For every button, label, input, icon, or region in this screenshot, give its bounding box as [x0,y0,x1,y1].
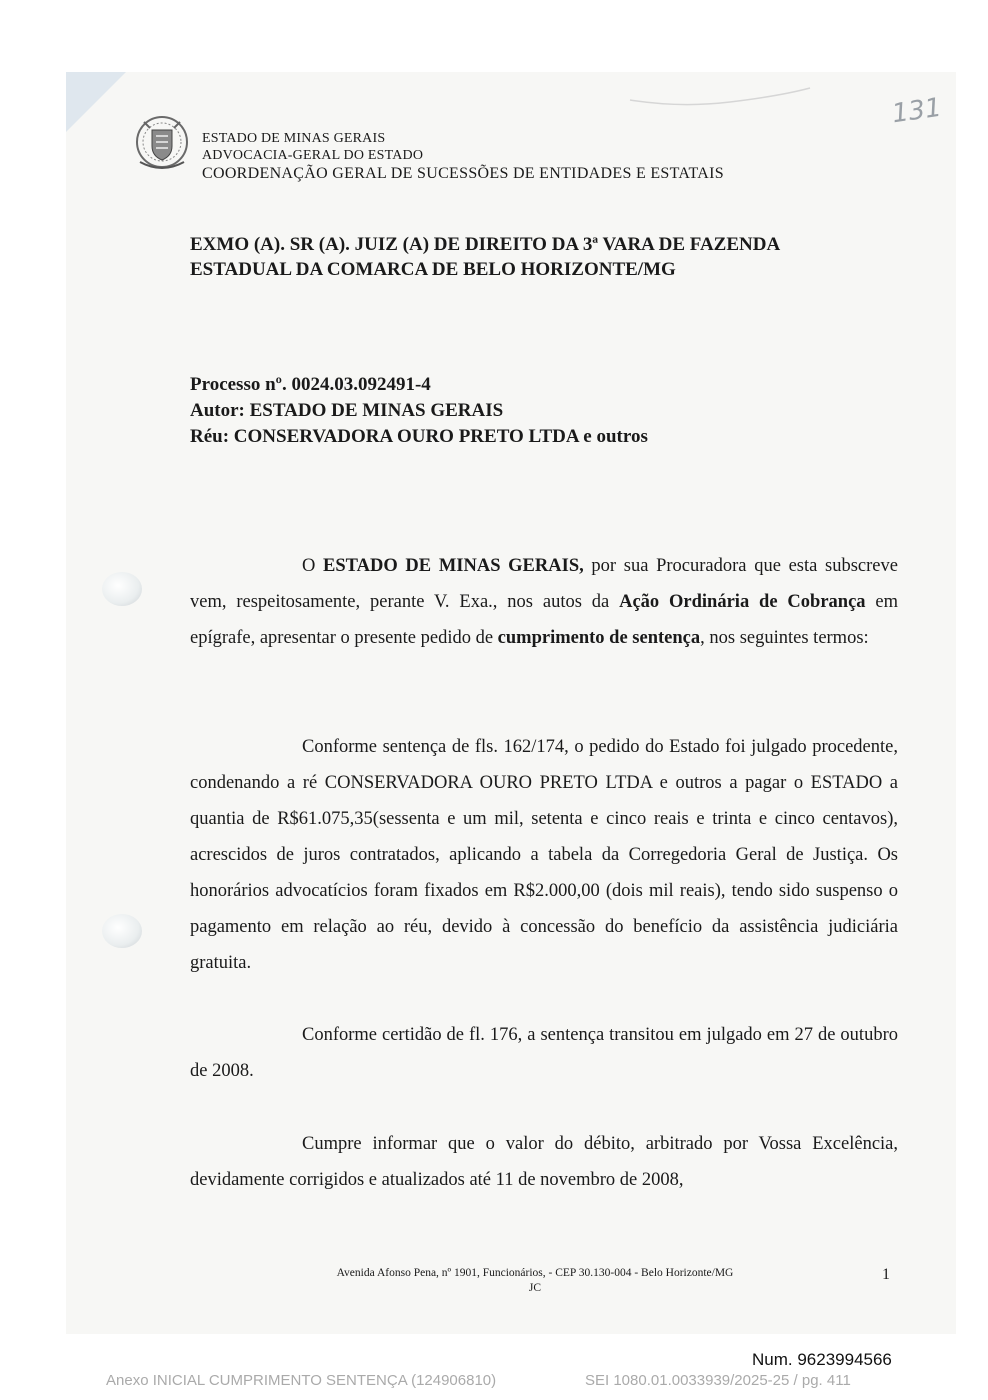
punch-hole-bottom [102,914,142,948]
footer-address-line: Avenida Afonso Pena, nº 1901, Funcionários, - CEP 30.130-004 - Belo Horizonte/MG [336,1267,734,1279]
intro-text-2: por sua Procuradora que esta subscreve vem, respeitosamente, perante V. Exa., nos autos da [190,556,898,612]
addressee-line-1: EXMO (A). SR (A). JUIZ (A) DE DIREITO DA 3ª VARA DE FAZENDA [190,234,781,255]
letterhead-state: ESTADO DE MINAS GERAIS [202,131,386,146]
process-number: Processo nº. 0024.03.092491-4 [190,374,431,395]
letterhead-department: COORDENAÇÃO GERAL DE SUCESSÕES DE ENTIDADES E ESTATAIS [202,165,724,182]
intro-text-1: O [302,556,324,576]
footer-initials: JC [528,1282,542,1294]
paragraph-debt-value: Cumpre informar que o valor do débito, arbitrado por Vossa Excelência, devidamente corrigidos e atualizados até 11 de novembro de 2008, [190,1134,898,1190]
document-number: Num. 9623994566 [752,1350,892,1369]
punch-hole-top [102,572,142,606]
minas-gerais-coat-of-arms-icon [134,112,190,176]
paragraph-intro [190,548,898,656]
case-defendant: Réu: CONSERVADORA OURO PRETO LTDA e outros [190,426,648,447]
page-corner [66,72,126,132]
letterhead-agency: ADVOCACIA-GERAL DO ESTADO [202,148,424,163]
intro-party: ESTADO DE MINAS GERAIS, [323,556,584,576]
intro-text-3: em epígrafe, apresentar o presente pedido de [190,592,898,648]
letterhead [202,132,724,182]
footer-address [290,1266,780,1296]
page-number: 1 [882,1266,890,1283]
addressee-line-2: ESTADUAL DA COMARCA DE BELO HORIZONTE/MG [190,259,676,280]
intro-action-type: Ação Ordinária de Cobrança [619,592,866,612]
sei-reference: SEI 1080.01.0033939/2025-25 / pg. 411 [585,1372,851,1389]
case-identification [190,372,648,450]
pen-mark [620,80,820,110]
intro-text-4: , nos seguintes termos: [700,628,869,648]
addressee [190,232,900,282]
attachment-label: Anexo INICIAL CUMPRIMENTO SENTENÇA (124906810) [106,1372,497,1389]
handwritten-page-number: 131 [890,92,944,130]
paragraph-sentence: Conforme sentença de fls. 162/174, o pedido do Estado foi julgado procedente, condenando a ré CONSERVADORA OURO PRETO LTDA e outros a pagar o ESTADO a quantia de R$61.075,35(sessenta e um mil, setenta e cinco reais e trinta e cinco centavos), acrescidos de juros contratados, aplicando a tabela da Corregedoria Geral de Justiça. Os honorários advocatícios foram fixados em R$2.000,00 (dois mil reais), tendo sido suspenso o pagamento em relação ao réu, devido à concessão do benefício da assistência judiciária gratuita. [190,737,898,973]
intro-request: cumprimento de sentença [497,628,701,648]
case-author: Autor: ESTADO DE MINAS GERAIS [190,400,504,421]
paragraph-res-judicata: Conforme certidão de fl. 176, a sentença transitou em julgado em 27 de outubro de 2008. [190,1025,898,1081]
